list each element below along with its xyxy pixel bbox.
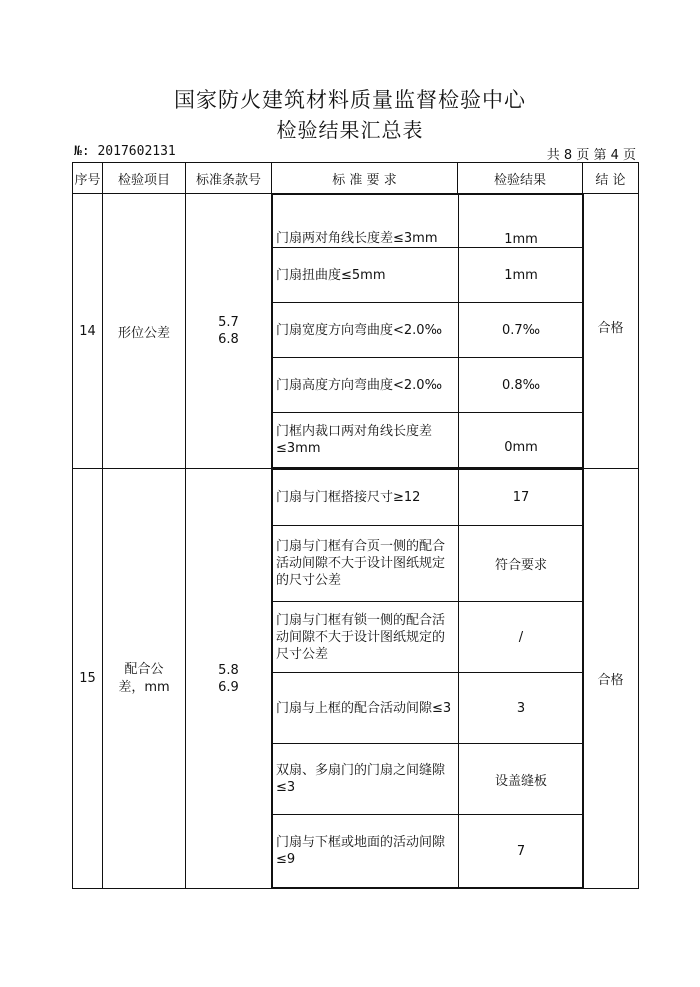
group-item xyxy=(103,469,186,889)
result-value: 符合要求 xyxy=(459,526,584,602)
requirement-text: 双扇、多扇门的门扇之间缝隙≤3 xyxy=(273,744,459,815)
requirement-text: 门扇与上框的配合活动间隙≤3 xyxy=(273,673,459,744)
group-item-text: 配合公差，mm xyxy=(118,661,170,695)
result-value: 1mm xyxy=(459,195,584,248)
detail-table xyxy=(272,194,584,468)
group-conclusion: 合格 xyxy=(583,469,639,889)
group-number: 15 xyxy=(73,469,103,889)
table-header-row xyxy=(73,163,639,194)
col-header-result: 检验结果 xyxy=(458,163,583,194)
report-title: 国家防火建筑材料质量监督检验中心 xyxy=(174,88,526,112)
result-value: 7 xyxy=(459,815,584,888)
col-header-clause: 标准条款号 xyxy=(186,163,272,194)
col-header-item: 检验项目 xyxy=(103,163,186,194)
table-row xyxy=(273,744,584,815)
group-item: 形位公差 xyxy=(103,194,186,469)
table-row xyxy=(273,358,584,413)
table-row xyxy=(273,526,584,602)
detail-table xyxy=(272,469,584,888)
requirement-text: 门扇与门框有合页一侧的配合活动间隙不大于设计图纸规定的尺寸公差 xyxy=(273,526,459,602)
group-15 xyxy=(73,469,639,889)
table-row xyxy=(273,815,584,888)
group-clause xyxy=(186,469,272,889)
results-table xyxy=(72,162,639,889)
table-row xyxy=(273,602,584,673)
requirement-text: 门扇与门框搭接尺寸≥12 xyxy=(273,470,459,526)
col-header-no: 序号 xyxy=(73,163,103,194)
table-row xyxy=(273,413,584,468)
report-subtitle: 检验结果汇总表 xyxy=(276,118,424,142)
clause-line: 5.7 xyxy=(218,315,239,330)
group-14 xyxy=(73,194,639,469)
group-details xyxy=(272,194,583,469)
requirement-text: 门扇与下框或地面的活动间隙≤9 xyxy=(273,815,459,888)
report-number: №: 2017602131 xyxy=(74,144,176,159)
result-value: 0mm xyxy=(459,413,584,468)
result-value: 0.8‰ xyxy=(459,358,584,413)
requirement-text: 门扇宽度方向弯曲度<2.0‰ xyxy=(273,303,459,358)
group-number: 14 xyxy=(73,194,103,469)
requirement-text: 门框内裁口两对角线长度差≤3mm xyxy=(273,413,459,468)
table-row xyxy=(273,195,584,248)
clause-line: 6.8 xyxy=(218,332,239,347)
clause-line: 6.9 xyxy=(218,679,239,695)
requirement-text: 门扇扭曲度≤5mm xyxy=(273,248,459,303)
requirement-text: 门扇两对角线长度差≤3mm xyxy=(273,195,459,248)
result-value: 17 xyxy=(459,470,584,526)
table-row xyxy=(273,303,584,358)
result-value: 设盖缝板 xyxy=(459,744,584,815)
requirement-text: 门扇高度方向弯曲度<2.0‰ xyxy=(273,358,459,413)
result-value: 0.7‰ xyxy=(459,303,584,358)
table-row xyxy=(273,673,584,744)
page-info: 共 8 页 第 4 页 xyxy=(546,148,636,163)
requirement-text: 门扇与门框有锁一侧的配合活动间隙不大于设计图纸规定的尺寸公差 xyxy=(273,602,459,673)
result-value: / xyxy=(459,602,584,673)
group-conclusion: 合格 xyxy=(583,194,639,469)
col-header-requirement: 标 准 要 求 xyxy=(272,163,458,194)
group-clause xyxy=(186,194,272,469)
table-row xyxy=(273,248,584,303)
group-details xyxy=(272,469,583,889)
table-row xyxy=(273,470,584,526)
result-value: 3 xyxy=(459,673,584,744)
col-header-conclusion: 结 论 xyxy=(583,163,639,194)
result-value: 1mm xyxy=(459,248,584,303)
clause-line: 5.8 xyxy=(218,662,239,678)
